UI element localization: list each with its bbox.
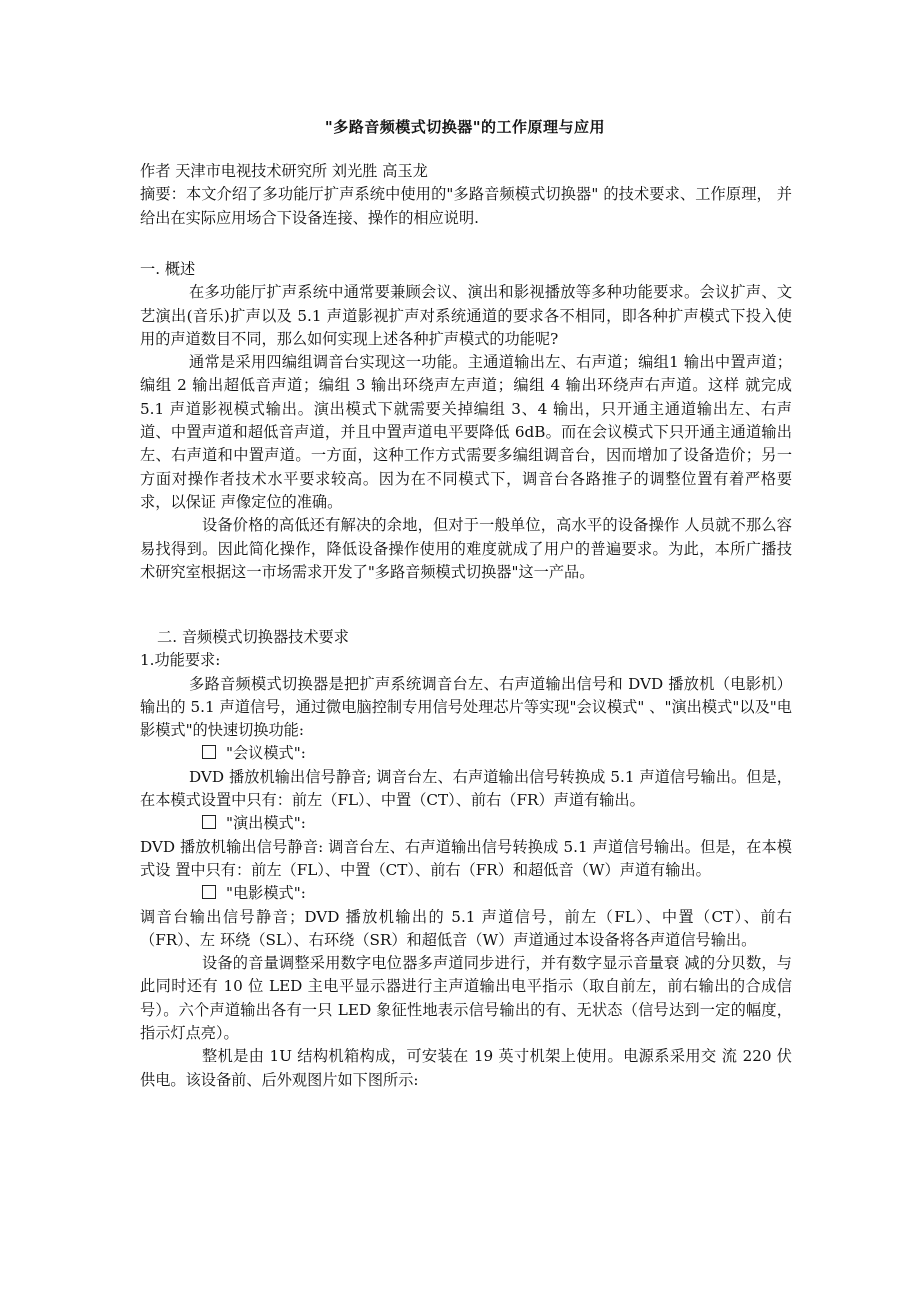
checkbox-icon bbox=[202, 815, 216, 829]
function-intro: 多路音频模式切换器是把扩声系统调音台左、右声道输出信号和 DVD 播放机（电影机）输出的 5.1 声道信号，通过微电脑控制专用信号处理芯片等实现"会议模式" 、"演出模式"以及"电影模式"的快速切换功能: bbox=[140, 674, 792, 740]
section-heading-requirements: 二. 音频模式切换器技术要求 bbox=[157, 628, 349, 646]
chassis-paragraph: 整机是由 1U 结构机箱构成，可安装在 19 英寸机架上使用。电源系采用交 流 220 伏供电。该设备前、后外观图片如下图所示: bbox=[140, 1047, 792, 1089]
checkbox-icon bbox=[202, 745, 216, 759]
mode-label-movie: "电影模式": bbox=[226, 884, 306, 903]
volume-paragraph: 设备的音量调整采用数字电位器多声道同步进行，并有数字显示音量衰 减的分贝数，与此同时还有 10 位 LED 主电平显示器进行主声道输出电平指示（取自前左，前右输出的合成信号）。六个声道输出各有一只 LED 象征性地表示信号输出的有、无状态（信号达到一定的幅度，指示灯点亮）。 bbox=[140, 954, 792, 1043]
mode-label-meeting: "会议模式": bbox=[226, 744, 306, 763]
section-overview bbox=[140, 258, 792, 584]
mode-item-performance bbox=[140, 812, 792, 835]
section-requirements bbox=[140, 626, 792, 1092]
mode-desc-movie: 调音台输出信号静音；DVD 播放机输出的 5.1 声道信号，前左（FL）、中置（CT）、前右（FR）、左 环绕（SL）、右环绕（SR）和超低音（W）声道通过本设备将各声道信号输出。 bbox=[140, 907, 792, 949]
section-heading-overview: 一. 概述 bbox=[140, 260, 196, 278]
author-abstract-block bbox=[140, 160, 792, 230]
overview-paragraph-2: 通常是采用四编组调音台实现这一功能。主通道输出左、右声道；编组1 输出中置声道；编组 2 输出超低音声道；编组 3 输出环绕声左声道；编组 4 输出环绕声右声道。这样 就完成 5.1 声道影视模式输出。演出模式下就需要关掉编组 3、4 输出，只开通主通道输出左、右声 道、中置声道和超低音声道，并且中置声道电平要降低 6dB。而在会议模式下只开通主通道输出左、右声道和中置声道。一方面，这种工作方式需要多编组调音台，因而增加了设备造价；另一方面对操作者技术水平要求较高。因为在不同模式下，调音台各路推子的调整位置有着严格要求，以保证 声像定位的准确。 bbox=[140, 353, 792, 511]
mode-desc-performance: DVD 播放机输出信号静音: 调音台左、右声道输出信号转换成 5.1 声道信号输出。但是，在本模式设 置中只有：前左（FL）、中置（CT）、前右（FR）和超低音（W）声道有输出。 bbox=[140, 837, 792, 879]
author-line: 作者 天津市电视技术研究所 刘光胜 高玉龙 bbox=[140, 162, 428, 180]
abstract: 摘要：本文介绍了多功能厅扩声系统中使用的"多路音频模式切换器" 的技术要求、工作原理， 并给出在实际应用场合下设备连接、操作的相应说明. bbox=[140, 185, 792, 227]
document-title: "多路音频模式切换器"的工作原理与应用 bbox=[324, 118, 606, 136]
mode-desc-meeting: DVD 播放机输出信号静音; 调音台左、右声道输出信号转换成 5.1 声道信号输出。但是，在本模式设置中只有：前左（FL）、中置（CT）、前右（FR）声道有输出。 bbox=[140, 767, 792, 810]
checkbox-icon bbox=[202, 885, 216, 899]
mode-item-meeting bbox=[140, 742, 792, 765]
mode-item-movie bbox=[140, 882, 792, 905]
overview-paragraph-3: 设备价格的高低还有解决的余地，但对于一般单位，高水平的设备操作 人员就不那么容易找得到。因此简化操作，降低设备操作使用的难度就成了用户的普遍要求。为此，本所广播技术研究室根据这一市场需求开发了"多路音频模式切换器"这一产品。 bbox=[140, 516, 792, 581]
overview-paragraph-1: 在多功能厅扩声系统中通常要兼顾会议、演出和影视播放等多种功能要求。会议扩声、文艺演出(音乐)扩声以及 5.1 声道影视扩声对系统通道的要求各不相同，即各种扩声模式下投入使 用的声道数目不同，那么如何实现上述各种扩声模式的功能呢? bbox=[140, 283, 792, 348]
mode-label-performance: "演出模式": bbox=[226, 814, 306, 833]
subheading-function: 1.功能要求: bbox=[140, 651, 221, 670]
